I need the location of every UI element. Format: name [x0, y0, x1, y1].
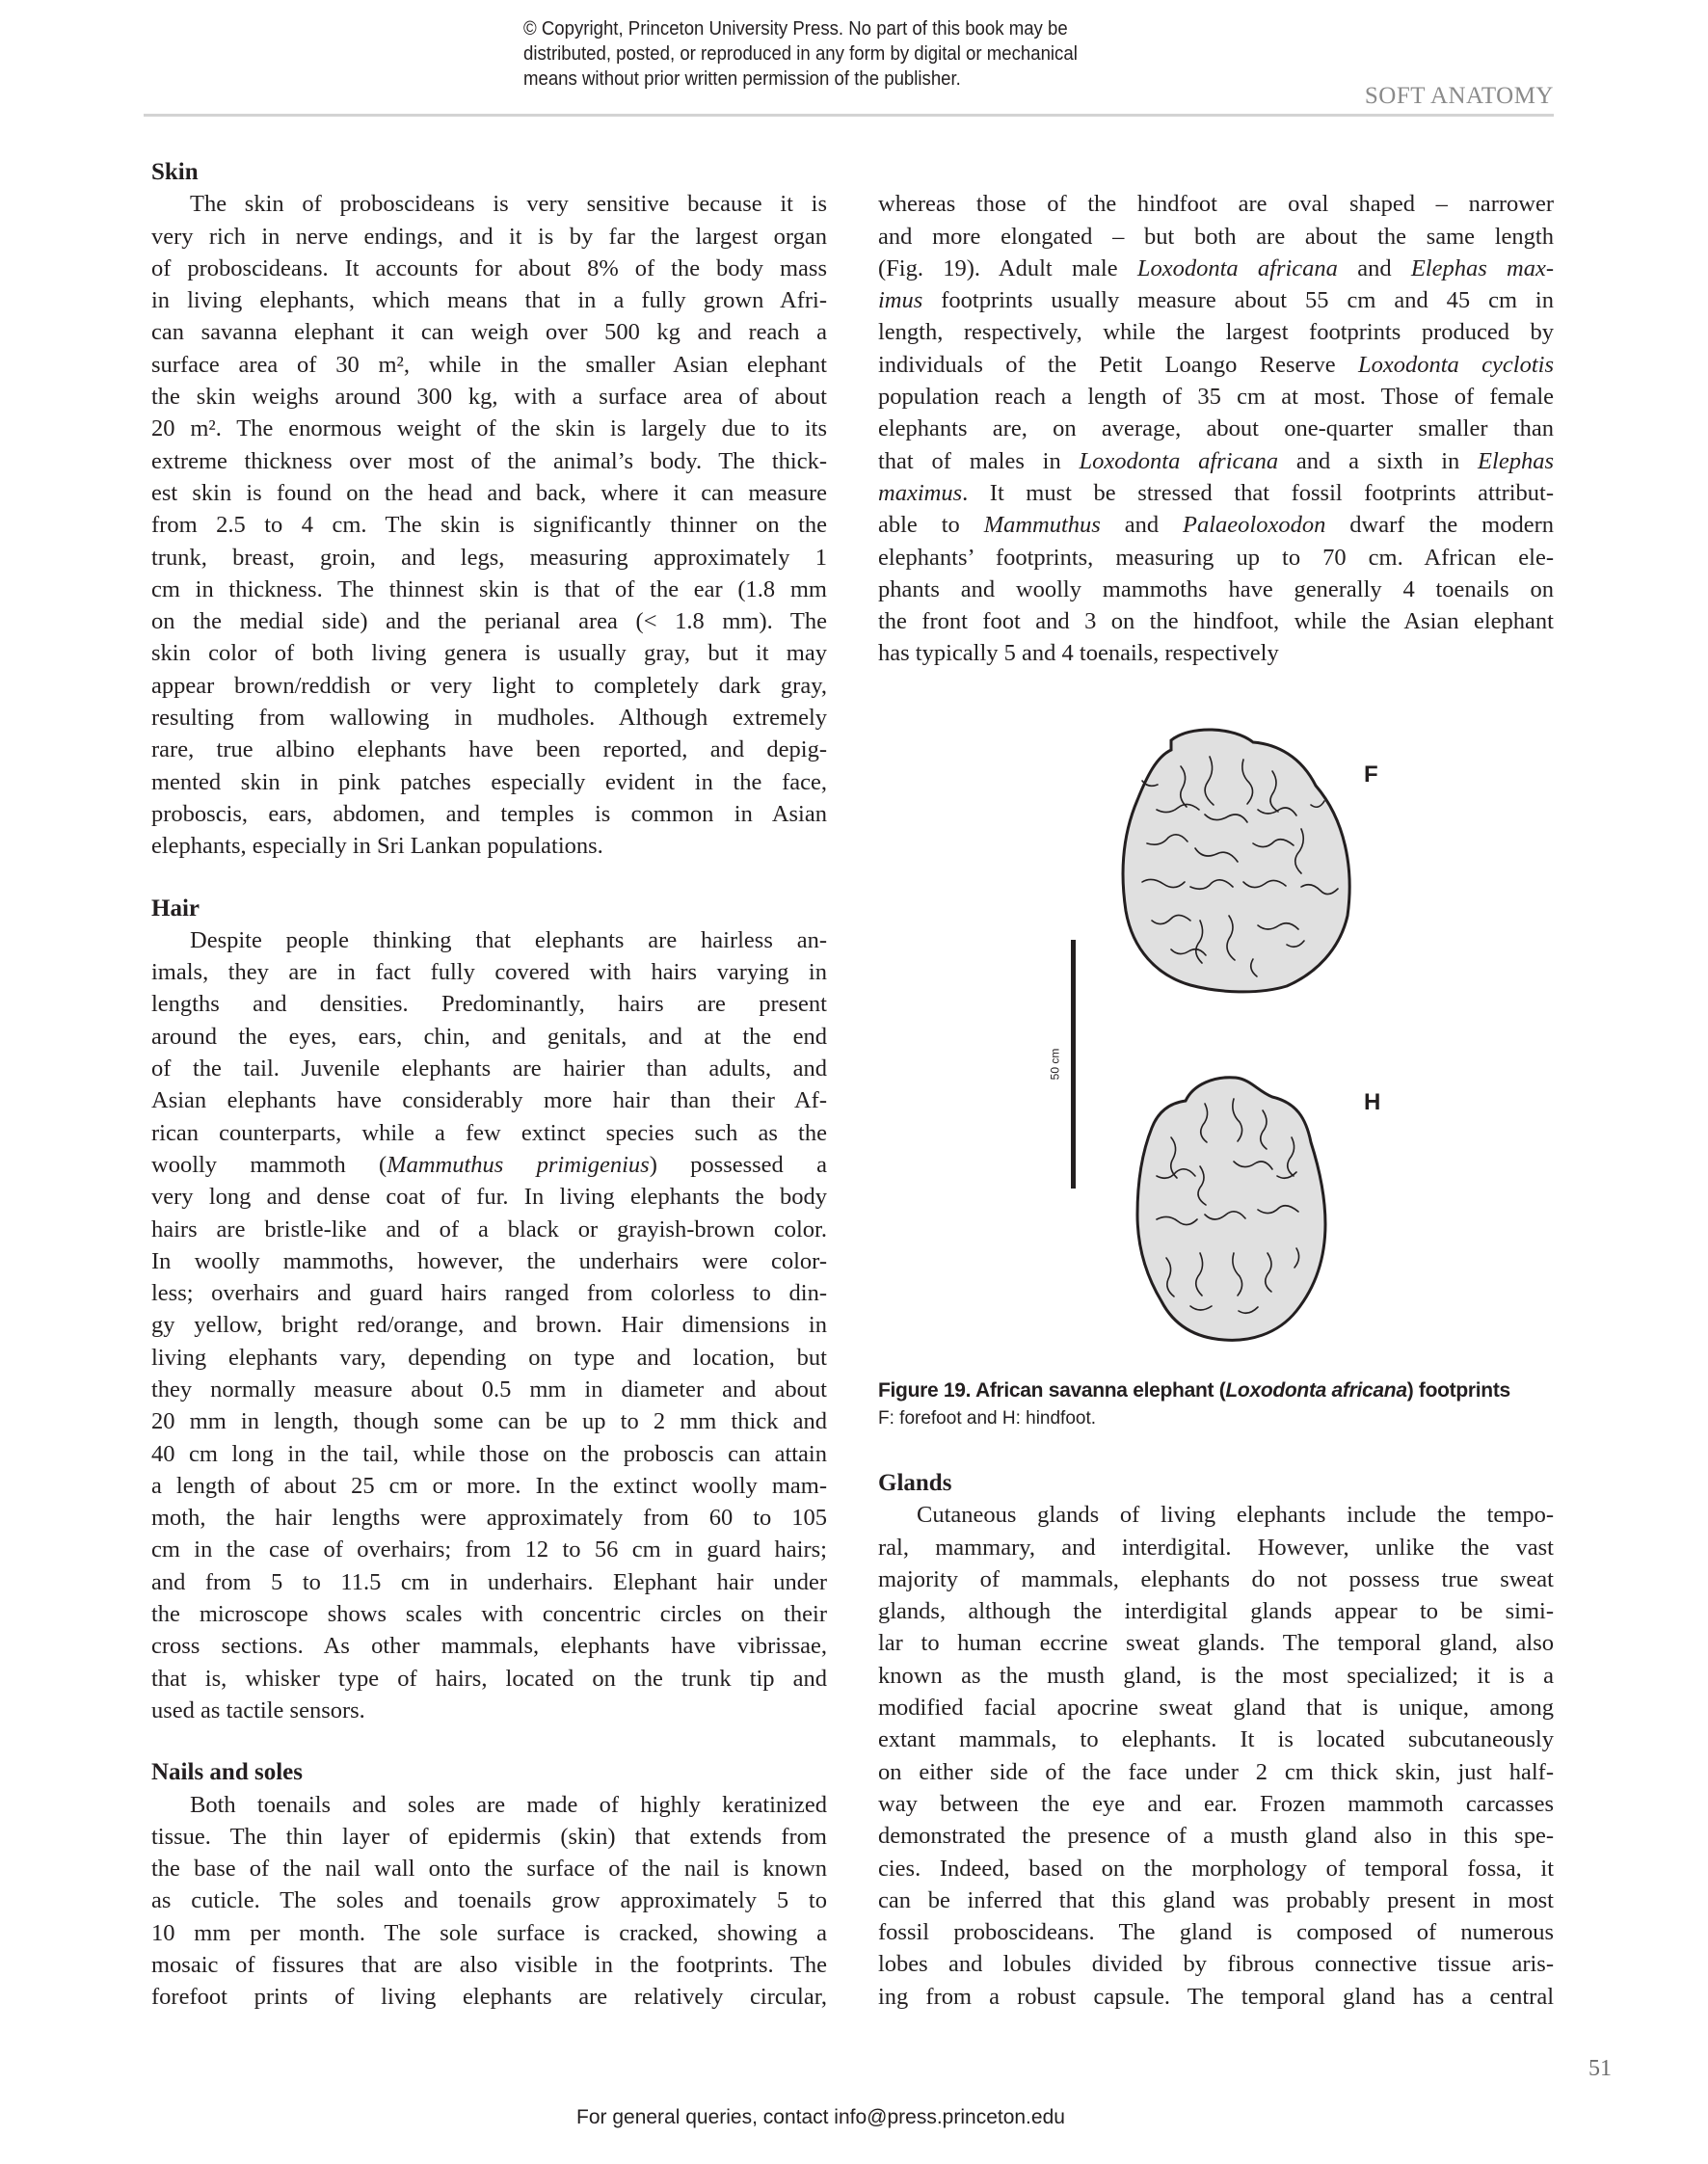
- text-line: extant mammals, to elephants. It is located subcutaneously: [878, 1726, 1554, 1753]
- text-line: can be inferred that this gland was probably present in most: [878, 1886, 1554, 1913]
- text-line: the microscope shows scales with concentric circles on their: [151, 1601, 827, 1628]
- text-line: able to Mammuthus and Palaeoloxodon dwarf the modern: [878, 512, 1554, 539]
- text-line: Cutaneous glands of living elephants include the tempo-: [917, 1502, 1554, 1529]
- text-line: lengths and densities. Predominantly, hairs are present: [151, 991, 827, 1018]
- text-line: demonstrated the presence of a musth gland also in this spe-: [878, 1823, 1554, 1850]
- text-line: ral, mammary, and interdigital. However, unlike the vast: [878, 1534, 1554, 1561]
- text-line: imals, they are in fact fully covered with hairs varying in: [151, 959, 827, 986]
- text-line: living elephants vary, depending on type and location, but: [151, 1344, 827, 1371]
- text-line: appear brown/reddish or very light to completely dark gray,: [151, 672, 827, 699]
- text-line: can savanna elephant it can weigh over 500 kg and reach a: [151, 319, 827, 346]
- text-line: Despite people thinking that elephants are hairless an-: [190, 926, 827, 953]
- text-line: elephants’ footprints, measuring up to 70 cm. African ele-: [878, 544, 1554, 571]
- text-line: very long and dense coat of fur. In living elephants the body: [151, 1184, 827, 1211]
- section-nails-and-soles: [151, 1756, 827, 2013]
- text-line: of the tail. Juvenile elephants are hairier than adults, and: [151, 1055, 827, 1082]
- text-line: as cuticle. The soles and toenails grow approximately 5 to: [151, 1887, 827, 1914]
- text-line: hairs are bristle-like and of a black or grayish-brown color.: [151, 1216, 827, 1242]
- text-line: a length of about 25 cm or more. In the extinct woolly mam-: [151, 1472, 827, 1499]
- scale-bar: [1071, 940, 1076, 1189]
- text-line: gy yellow, bright red/orange, and brown. Hair dimensions in: [151, 1312, 827, 1339]
- text-line: individuals of the Petit Loango Reserve Loxodonta cyclotis: [878, 351, 1554, 378]
- hindfoot-print-icon: [1137, 1078, 1325, 1341]
- text-line: fossil proboscideans. The gland is composed of numerous: [878, 1919, 1554, 1946]
- forefoot-label: F: [1364, 761, 1378, 788]
- text-line: forefoot prints of living elephants are relatively circular,: [151, 1984, 827, 2011]
- page-number: 51: [1588, 2056, 1612, 2081]
- section-gap: [151, 1726, 827, 1756]
- left-column: [151, 156, 827, 2014]
- text-line: known as the musth gland, is the most specialized; it is a: [878, 1662, 1554, 1689]
- text-line: that of males in Loxodonta africana and a sixth in Elephas: [878, 447, 1554, 474]
- text-line: cross sections. As other mammals, elephants have vibrissae,: [151, 1633, 827, 1660]
- paragraph: [151, 924, 827, 1726]
- copyright-notice: [523, 16, 1119, 92]
- text-line: 40 cm long in the tail, while those on the proboscis can attain: [151, 1440, 827, 1467]
- text-line: length, respectively, while the largest footprints produced by: [878, 319, 1554, 346]
- footprints-illustration: [1012, 713, 1552, 1369]
- text-line: proboscis, ears, abdomen, and temples is common in Asian: [151, 800, 827, 827]
- paragraph: [151, 188, 827, 862]
- text-line: trunk, breast, groin, and legs, measuring approximately 1: [151, 544, 827, 571]
- text-line: ing from a robust capsule. The temporal gland has a central: [878, 1983, 1554, 2010]
- text-line: 10 mm per month. The sole surface is cracked, showing a: [151, 1919, 827, 1946]
- text-line: rare, true albino elephants have been reported, and depig-: [151, 736, 827, 763]
- text-line: lar to human eccrine sweat glands. The temporal gland, also: [878, 1630, 1554, 1657]
- text-line: elephants are, on average, about one-quarter smaller than: [878, 415, 1554, 442]
- header-rule: [144, 114, 1554, 117]
- paragraph: [878, 1499, 1554, 2013]
- text-line: way between the eye and ear. Frozen mammoth carcasses: [878, 1790, 1554, 1817]
- text-line: cm in thickness. The thinnest skin is that of the ear (1.8 mm: [151, 575, 827, 602]
- text-line: In woolly mammoths, however, the underhairs were color-: [151, 1247, 827, 1274]
- text-line: skin color of both living genera is usually gray, but it may: [151, 640, 827, 667]
- text-line: the base of the nail wall onto the surface of the nail is known: [151, 1856, 827, 1883]
- text-line: cies. Indeed, based on the morphology of temporal fossa, it: [878, 1855, 1554, 1882]
- text-line: and more elongated – but both are about the same length: [878, 223, 1554, 250]
- text-line: 20 m². The enormous weight of the skin is largely due to its: [151, 415, 827, 442]
- caption-body: F: forefoot and H: hindfoot.: [878, 1408, 1097, 1429]
- paragraph-continuation: [878, 188, 1554, 669]
- text-line: used as tactile sensors.: [151, 1696, 365, 1723]
- text-line: whereas those of the hindfoot are oval shaped – narrower: [878, 191, 1554, 218]
- copyright-line: distributed, posted, or reproduced in any form by digital or mechanical: [523, 43, 1078, 65]
- section-heading: Glands: [878, 1470, 952, 1496]
- text-line: they normally measure about 0.5 mm in diameter and about: [151, 1376, 827, 1403]
- text-line: Both toenails and soles are made of highly keratinized: [190, 1791, 827, 1818]
- text-line: imus footprints usually measure about 55 cm and 45 cm in: [878, 287, 1554, 314]
- text-line: est skin is found on the head and back, where it can measure: [151, 479, 827, 506]
- text-line: phants and woolly mammoths have generally 4 toenails on: [878, 575, 1554, 602]
- text-line: rican counterparts, while a few extinct species such as the: [151, 1119, 827, 1146]
- caption-title: Figure 19. African savanna elephant (Loxodonta africana) footprints: [878, 1379, 1510, 1402]
- text-line: mented skin in pink patches especially evident in the face,: [151, 768, 827, 795]
- section-hair: [151, 893, 827, 1727]
- section-heading: Skin: [151, 159, 199, 185]
- text-line: the front foot and 3 on the hindfoot, while the Asian elephant: [878, 608, 1554, 635]
- text-line: moth, the hair lengths were approximately from 60 to 105: [151, 1505, 827, 1532]
- paragraph: [151, 1789, 827, 2014]
- forefoot-print-icon: [1123, 730, 1349, 992]
- text-line: woolly mammoth (Mammuthus primigenius) possessed a: [151, 1151, 827, 1178]
- scale-bar-label: 50 cm: [1048, 1048, 1062, 1081]
- text-line: 20 mm in length, though some can be up to 2 mm thick and: [151, 1408, 827, 1435]
- text-line: mosaic of fissures that are also visible in the footprints. The: [151, 1952, 827, 1979]
- footer-contact: For general queries, contact info@press.princeton.edu: [576, 2106, 1065, 2128]
- text-line: maximus. It must be stressed that fossil footprints attribut-: [878, 479, 1554, 506]
- text-line: less; overhairs and guard hairs ranged from colorless to din-: [151, 1280, 827, 1307]
- text-line: in living elephants, which means that in a fully grown Afri-: [151, 287, 827, 314]
- text-line: lobes and lobules divided by fibrous connective tissue aris-: [878, 1951, 1554, 1978]
- text-line: from 2.5 to 4 cm. The skin is significantly thinner on the: [151, 512, 827, 539]
- text-line: (Fig. 19). Adult male Loxodonta africana and Elephas max-: [878, 254, 1554, 281]
- text-line: glands, although the interdigital glands appear to be simi-: [878, 1598, 1554, 1625]
- text-line: The skin of proboscideans is very sensitive because it is: [190, 191, 827, 218]
- section-heading: Hair: [151, 895, 200, 922]
- section-skin: [151, 156, 827, 863]
- figure-19: [1012, 713, 1552, 1369]
- text-line: majority of mammals, elephants do not possess true sweat: [878, 1565, 1554, 1592]
- right-column: [878, 156, 1554, 670]
- text-line: around the eyes, ears, chin, and genitals, and at the end: [151, 1023, 827, 1050]
- text-line: surface area of 30 m², while in the smaller Asian elephant: [151, 351, 827, 378]
- text-line: of proboscideans. It accounts for about 8% of the body mass: [151, 254, 827, 281]
- section-glands: [878, 1467, 1554, 2013]
- text-line: resulting from wallowing in mudholes. Although extremely: [151, 705, 827, 732]
- copyright-line: © Copyright, Princeton University Press. No part of this book may be: [523, 18, 1068, 40]
- text-line: very rich in nerve endings, and it is by far the largest organ: [151, 223, 827, 250]
- text-line: that is, whisker type of hairs, located on the trunk tip and: [151, 1665, 827, 1692]
- text-line: tissue. The thin layer of epidermis (skin) that extends from: [151, 1823, 827, 1850]
- text-line: population reach a length of 35 cm at most. Those of female: [878, 384, 1554, 411]
- text-line: has typically 5 and 4 toenails, respectively: [878, 640, 1279, 667]
- text-line: the skin weighs around 300 kg, with a surface area of about: [151, 384, 827, 411]
- running-head: SOFT ANATOMY: [1364, 83, 1554, 109]
- copyright-line: means without prior written permission of the publisher.: [523, 68, 961, 90]
- section-gap: [151, 863, 827, 893]
- text-line: elephants, especially in Sri Lankan populations.: [151, 833, 603, 860]
- text-line: modified facial apocrine sweat gland that is unique, among: [878, 1695, 1554, 1722]
- text-line: on the medial side) and the perianal area (< 1.8 mm). The: [151, 608, 827, 635]
- figure-caption: [878, 1376, 1558, 1432]
- text-line: cm in the case of overhairs; from 12 to 56 cm in guard hairs;: [151, 1536, 827, 1563]
- text-line: extreme thickness over most of the animal’s body. The thick-: [151, 447, 827, 474]
- text-line: on either side of the face under 2 cm thick skin, just half-: [878, 1758, 1554, 1785]
- section-heading: Nails and soles: [151, 1759, 303, 1786]
- hindfoot-label: H: [1364, 1089, 1381, 1115]
- text-line: Asian elephants have considerably more hair than their Af-: [151, 1087, 827, 1114]
- text-line: and from 5 to 11.5 cm in underhairs. Elephant hair under: [151, 1568, 827, 1595]
